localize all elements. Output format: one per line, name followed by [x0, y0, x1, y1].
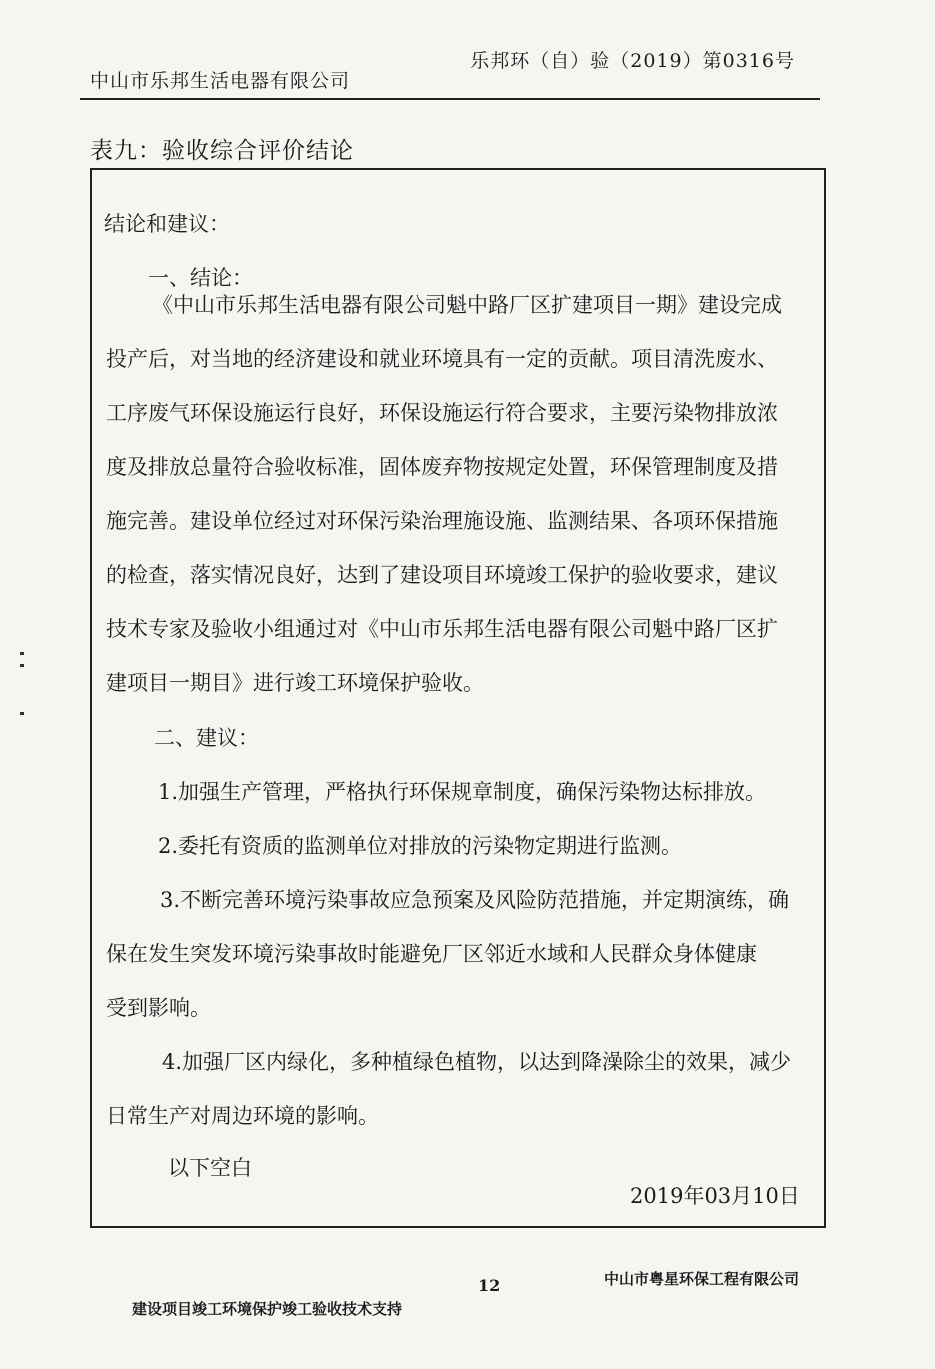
header-rule [80, 98, 820, 100]
footer-left: 建设项目竣工环境保护竣工验收技术支持 [132, 1300, 403, 1318]
conclusion-line: 投产后，对当地的经济建设和就业环境具有一定的贡献。项目清洗废水、 [106, 347, 778, 371]
suggestion-line: 日常生产对周边环境的影响。 [106, 1104, 379, 1128]
conclusion-heading: 结论和建议： [104, 212, 230, 236]
conclusion-line: 建项目一期目》进行竣工环境保护验收。 [106, 671, 484, 695]
table-title: 表九：验收综合评价结论 [90, 138, 354, 164]
conclusion-line: 工序废气环保设施运行良好，环保设施运行符合要求，主要污染物排放浓 [106, 401, 778, 425]
conclusion-line: 《中山市乐邦生活电器有限公司魁中路厂区扩建项目一期》建设完成 [152, 293, 782, 317]
suggestion-line: 保在发生突发环境污染事故时能避免厂区邻近水域和人民群众身体健康 [106, 942, 757, 966]
suggestion-line: 受到影响。 [106, 996, 211, 1020]
margin-mark [20, 664, 24, 667]
doc-number: 乐邦环（自）验（2019）第0316号 [470, 50, 795, 72]
page-number: 12 [478, 1276, 501, 1295]
conclusion-line: 的检查，落实情况良好，达到了建设项目环境竣工保护的验收要求，建议 [106, 563, 778, 587]
section2-title: 二、建议： [154, 726, 259, 750]
suggestion-line: 2.委托有资质的监测单位对排放的污染物定期进行监测。 [158, 834, 683, 858]
suggestion-line: 4.加强厂区内绿化，多种植绿色植物，以达到降澡除尘的效果，减少 [162, 1050, 792, 1074]
report-date: 2019年03月10日 [630, 1184, 800, 1208]
blank-note: 以下空白 [168, 1156, 252, 1180]
company-name: 中山市乐邦生活电器有限公司 [90, 70, 351, 92]
footer-right: 中山市粤星环保工程有限公司 [604, 1270, 800, 1288]
conclusion-line: 施完善。建设单位经过对环保污染治理施设施、监测结果、各项环保措施 [106, 509, 778, 533]
margin-mark [20, 652, 24, 655]
conclusion-line: 技术专家及验收小组通过对《中山市乐邦生活电器有限公司魁中路厂区扩 [106, 617, 778, 641]
margin-mark [20, 712, 24, 715]
suggestion-line: 3.不断完善环境污染事故应急预案及风险防范措施，并定期演练，确 [160, 888, 790, 912]
suggestion-line: 1.加强生产管理，严格执行环保规章制度，确保污染物达标排放。 [158, 780, 767, 804]
section1-title: 一、结论： [148, 266, 253, 290]
conclusion-line: 度及排放总量符合验收标准，固体废弃物按规定处置，环保管理制度及措 [106, 455, 778, 479]
